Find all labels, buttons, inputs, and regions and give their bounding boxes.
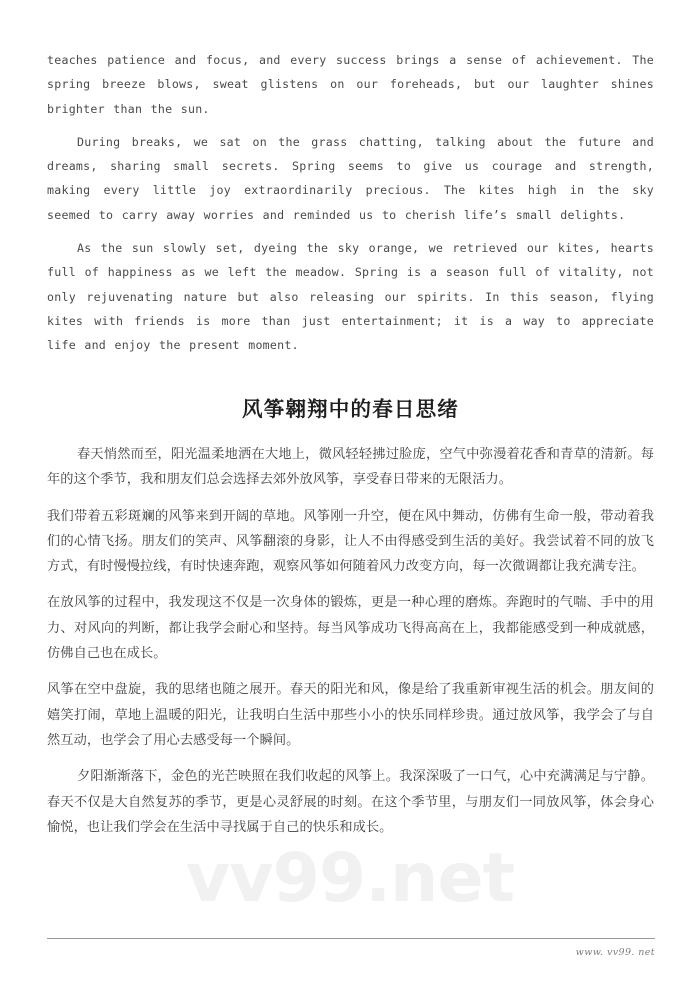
paragraph: During breaks, we sat on the grass chatting, talking about the future and dreams, sharing small secrets. Spring seems to give us courage and strength, making every little joy extraordinarily precious. The kites high in the sky seemed to carry away worries and reminded us to cherish life’s small delights. bbox=[47, 134, 654, 222]
english-section bbox=[47, 48, 654, 358]
paragraph: 我们带着五彩斑斓的风筝来到开阔的草地。风筝刚一升空，便在风中舞动，仿佛有生命一般，带动着我们的心情飞扬。朋友们的笑声、风筝翻滚的身影，让人不由得感受到生活的美好。我尝试着不同的放飞方式，有时慢慢拉线，有时快速奔跑，观察风筝如何随着风力改变方向，每一次微调都让我充满专注。 bbox=[47, 508, 654, 575]
page-watermark: vv99.net bbox=[185, 839, 515, 918]
article-title: 风筝翱翔中的春日思绪 bbox=[242, 397, 459, 421]
paragraph: 春天悄然而至，阳光温柔地洒在大地上，微风轻轻拂过脸庞，空气中弥漫着花香和青草的清新。每年的这个季节，我和朋友们总会选择去郊外放风筝，享受春日带来的无限活力。 bbox=[47, 447, 654, 488]
paragraph: 在放风筝的过程中，我发现这不仅是一次身体的锻炼，更是一种心理的磨炼。奔跑时的气喘、手中的用力、对风向的判断，都让我学会耐心和坚持。每当风筝成功飞得高高在上，我都能感受到一种成就感，仿佛自己也在成长。 bbox=[47, 595, 654, 662]
paragraph: As the sun slowly set, dyeing the sky orange, we retrieved our kites, hearts full of happiness as we left the meadow. Spring is a season full of vitality, not only rejuvenating nature but also releasing our spirits. In this season, flying kites with friends is more than just entertainment; it is a way to appreciate life and enjoy the present moment. bbox=[47, 241, 654, 353]
footer-url: www. vv99. net bbox=[575, 947, 655, 958]
document-content bbox=[47, 48, 654, 835]
paragraph: 夕阳渐渐落下，金色的光芒映照在我们收起的风筝上。我深深吸了一口气，心中充满满足与宁静。春天不仅是大自然复苏的季节，更是心灵舒展的时刻。在这个季节里，与朋友们一同放风筝，体会身心愉悦，也让我们学会在生活中寻找属于自己的快乐和成长。 bbox=[47, 769, 654, 835]
chinese-section bbox=[47, 442, 654, 851]
footer-divider bbox=[47, 938, 655, 939]
paragraph: 风筝在空中盘旋，我的思绪也随之展开。春天的阳光和风，像是给了我重新审视生活的机会。朋友间的嬉笑打闹，草地上温暖的阳光，让我明白生活中那些小小的快乐同样珍贵。通过放风筝，我学会了与自然互动，也学会了用心去感受每一个瞬间。 bbox=[47, 682, 654, 748]
paragraph: teaches patience and focus, and every success brings a sense of achievement. The spring breeze blows, sweat glistens on our foreheads, but our laughter shines brighter than the sun. bbox=[47, 53, 654, 116]
page-footer bbox=[47, 938, 655, 958]
